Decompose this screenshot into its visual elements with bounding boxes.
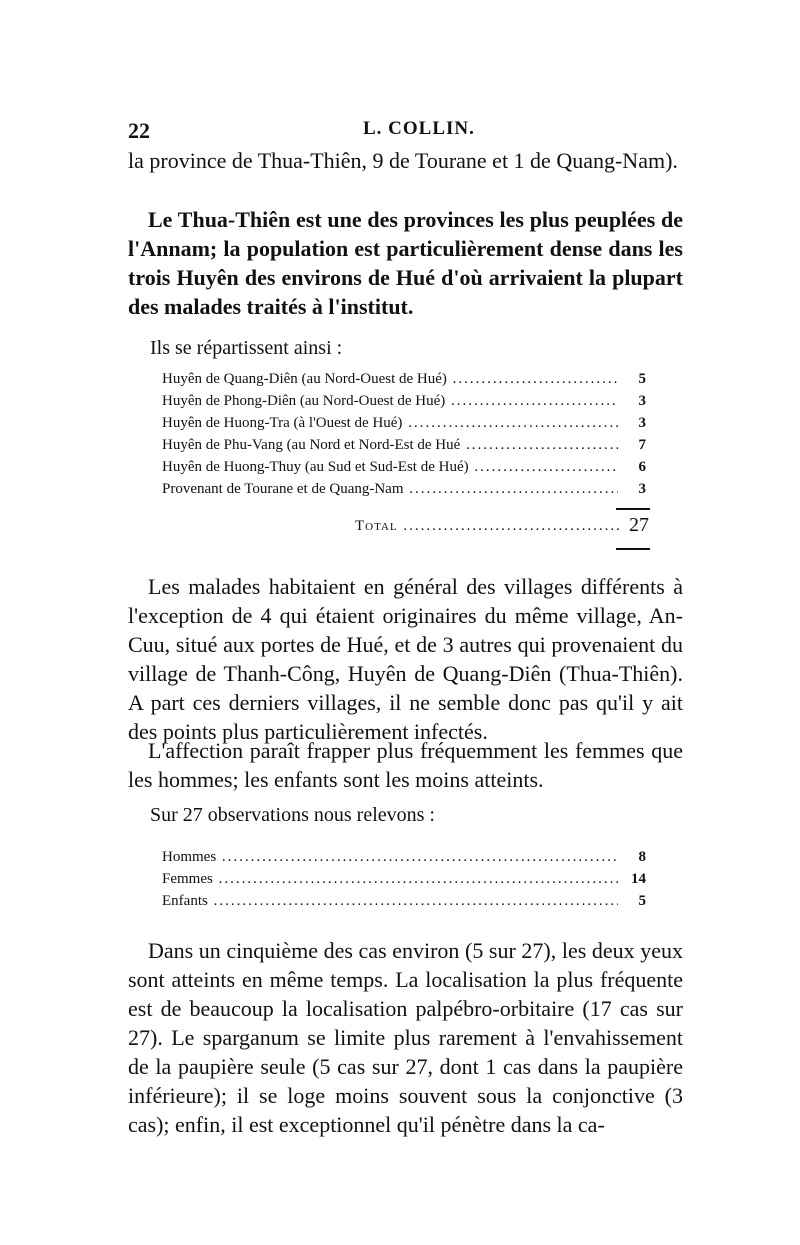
row-label: Hommes ..... — [162, 846, 618, 868]
table-row — [162, 456, 652, 478]
row-value: 5 — [622, 890, 646, 912]
table-row — [162, 390, 652, 412]
table-row — [162, 368, 652, 390]
row-label: Huyên de Huong-Thuy (au Sud et Sud-Est de Hué) ..... — [162, 456, 618, 478]
table2-observations — [162, 846, 652, 912]
row-value: 6 — [622, 456, 646, 478]
table1-intro: Ils se répartissent ainsi : — [150, 337, 343, 359]
row-label: Provenant de Tourane et de Quang-Nam ..... — [162, 478, 618, 500]
row-value: 3 — [622, 390, 646, 412]
total-label: Total ..... — [355, 518, 621, 535]
table1-distribution — [162, 368, 652, 500]
row-label: Huyên de Huong-Tra (à l'Ouest de Hué) ..... — [162, 412, 618, 434]
paragraph-1: la province de Thua-Thiên, 9 de Tourane et 1 de Quang-Nam). — [128, 148, 678, 173]
row-label: Femmes ..... — [162, 868, 618, 890]
row-label: Huyên de Phong-Diên (au Nord-Ouest de Hué) ..... — [162, 390, 618, 412]
table-row — [162, 434, 652, 456]
row-label: Huyên de Phu-Vang (au Nord et Nord-Est de Hué ..... — [162, 434, 618, 456]
paragraph-3: Les malades habitaient en général des villages différents à l'exception de 4 qui étaient originaires du même village, An-Cuu, situé aux portes de Hué, et de 3 autres qui provenaient du village de Thanh-Công, Huyên de Quang-Diên (Thua-Thiên). A part ces derniers villages, il ne semble donc pas qu'il y ait des points plus particulièrement infectés. — [128, 574, 683, 744]
table-row — [162, 868, 652, 890]
total-value: 27 — [629, 514, 649, 536]
sum-rule — [616, 508, 650, 510]
row-value: 5 — [622, 368, 646, 390]
row-value: 3 — [622, 412, 646, 434]
running-head-author: L. COLLIN. — [363, 118, 475, 139]
paragraph-2: Le Thua-Thiên est une des provinces les plus peuplées de l'Annam; la population est particulièrement dense dans les trois Huyên des environs de Hué d'où arrivaient la plupart des malades traités à l'institut. — [128, 207, 683, 319]
paragraph-5: Dans un cinquième des cas environ (5 sur 27), les deux yeux sont atteints en même temps. La localisation la plus fréquente est de beaucoup la localisation palpébro-orbitaire (17 cas sur 27). Le sparganum se limite plus rarement à l'envahissement de la paupière seule (5 cas sur 27, dont 1 cas dans la paupière inférieure); il se loge moins souvent sous la conjonctive (3 cas); enfin, il est exceptionnel qu'il pénètre dans la ca- — [128, 938, 683, 1137]
row-label: Enfants ..... — [162, 890, 618, 912]
table-row — [162, 412, 652, 434]
table2-intro: Sur 27 observations nous relevons : — [150, 804, 435, 826]
table-row — [162, 846, 652, 868]
table-row — [162, 890, 652, 912]
row-value: 7 — [622, 434, 646, 456]
page-number: 22 — [128, 118, 150, 143]
table1-total-row — [355, 514, 655, 540]
row-value: 14 — [622, 868, 646, 890]
running-head — [128, 118, 673, 148]
row-label: Huyên de Quang-Diên (au Nord-Ouest de Hué) ..... — [162, 368, 618, 390]
paragraph-4: L'affection paraît frapper plus fréquemment les femmes que les hommes; les enfants sont les moins atteints. — [128, 738, 683, 792]
table-row — [162, 478, 652, 500]
row-value: 8 — [622, 846, 646, 868]
total-rule — [616, 548, 650, 550]
row-value: 3 — [622, 478, 646, 500]
